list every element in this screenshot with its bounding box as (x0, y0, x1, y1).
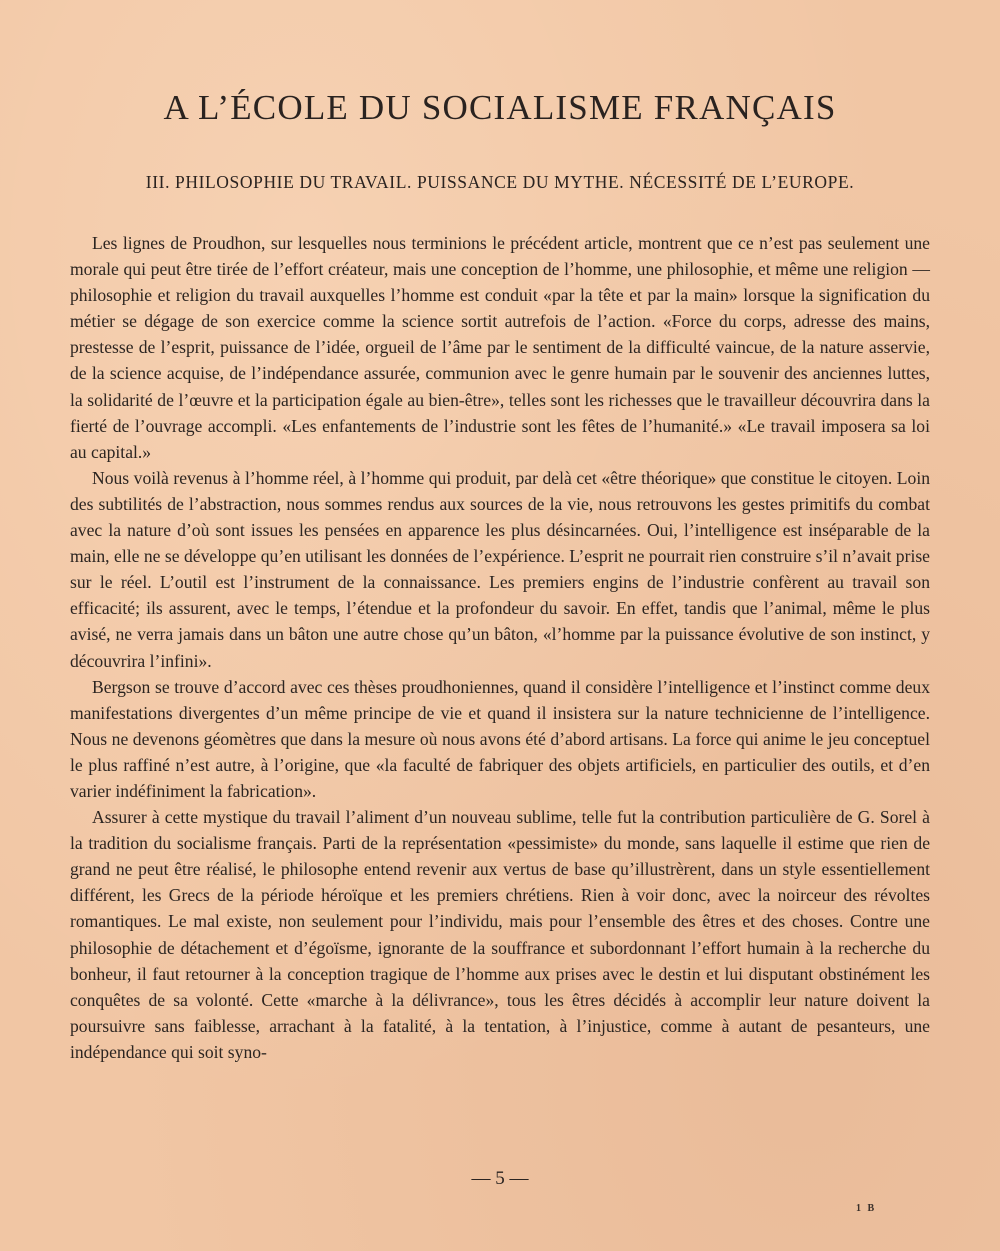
section-subtitle: III. PHILOSOPHIE DU TRAVAIL. PUISSANCE DU MYTHE. NÉCESSITÉ DE L’EUROPE. (145, 172, 855, 192)
paragraph: Bergson se trouve d’accord avec ces thèses proudhoniennes, quand il considère l’intelligence et l’instinct comme deux manifestations divergentes d’un même principe de vie et quand il insistera sur la nature technicienne de l’intelligence. Nous ne devenons géomètres que dans la mesure où nous avons été d’abord artisans. La force qui anime le jeu conceptuel le plus raffiné n’est autre, à l’origine, que «la faculté de fabriquer des objets artificiels, en particulier des outils, et d’en varier indéfiniment la fabrication». (70, 676, 930, 801)
paragraph: Assurer à cette mystique du travail l’aliment d’un nouveau sublime, telle fut la contribution particulière de G. Sorel à la tradition du socialisme français. Parti de la représentation «pessimiste» du monde, sans laquelle il estime que rien de grand ne peut être réalisé, le philosophe entend revenir aux vertus de base qu’illustrèrent, dans un style essentiellement différent, les Grecs de la période héroïque et les premiers chrétiens. Rien à voir donc, avec la noirceur des révoltes romantiques. Le mal existe, non seulement pour l’individu, mais pour l’ensemble des êtres et des choses. Contre une philosophie de détachement et d’égoïsme, ignorante de la souffrance et subordonnant l’effort humain à la recherche du bonheur, il faut retourner à la conception tragique de l’homme aux prises avec le destin et lui disputant obstinément les conquêtes de sa volonté. Cette «marche à la délivrance», tous les êtres décidés à accomplir leur nature doivent la poursuivre sans faiblesse, arrachant à la fatalité, à la tentation, à l’injustice, comme à autant de pesanteurs, une indépendance qui soit syno- (70, 807, 930, 1062)
page-number: — 5 — (471, 1168, 529, 1189)
paragraph: Les lignes de Proudhon, sur lesquelles nous terminions le précédent article, montrent que ce n’est pas seulement une morale qui peut être tirée de l’effort créateur, mais une conception de l’homme, une philosophie, et même une religion — philosophie et religion du travail auxquelles l’homme est conduit «par la tête et par la main» lorsque la signification du métier se dégage de son exercice comme la science sortit autrefois de l’action. «Force du corps, adresse des mains, prestesse de l’esprit, puissance de l’idée, orgueil de l’âme par le sentiment de la difficulté vaincue, de la nature asservie, de la science acquise, de l’indépendance assurée, communion avec le genre humain par le souvenir des anciennes luttes, la solidarité de l’œuvre et la participation égale au bien-être», telles sont les richesses que le travailleur découvrira dans la fierté de l’ouvrage accompli. «Les enfantements de l’industrie sont les fêtes de l’humanité.» «Le travail imposera sa loi au capital.» (70, 233, 930, 462)
page-title: A L’ÉCOLE DU SOCIALISME FRANÇAIS (163, 88, 837, 127)
article-body (70, 230, 930, 1065)
printer-signature-mark: 1 B (856, 1203, 877, 1214)
paragraph: Nous voilà revenus à l’homme réel, à l’homme qui produit, par delà cet «être théorique» que constitue le citoyen. Loin des subtilités de l’abstraction, nous sommes rendus aux sources de la vie, nous retrouvons les gestes primitifs du combat avec la nature d’où sont issues les pensées en apparence les plus désincarnées. Oui, l’intelligence est inséparable de la main, elle ne se développe qu’en utilisant les données de l’expérience. L’esprit ne pourrait rien construire s’il n’avait prise sur le réel. L’outil est l’instrument de la connaissance. Les premiers engins de l’industrie confèrent au travail son efficacité; ils assurent, avec le temps, l’étendue et la profondeur du savoir. En effet, tandis que l’animal, même le plus avisé, ne verra jamais dans un bâton une autre chose qu’un bâton, «l’homme par la puissance évolutive de son instinct, y découvrira l’infini». (70, 467, 930, 671)
